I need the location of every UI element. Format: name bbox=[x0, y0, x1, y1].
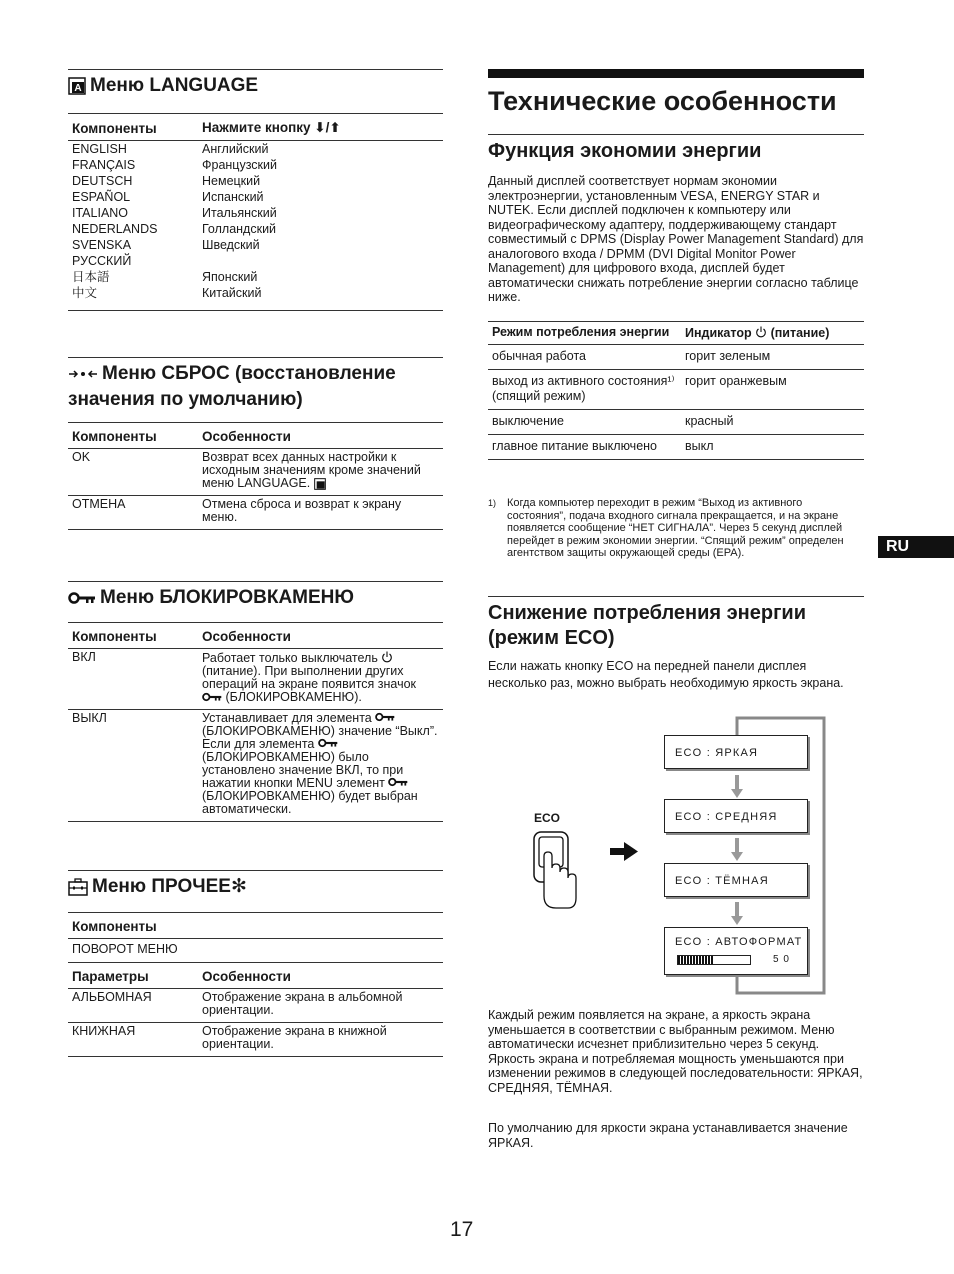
footnote bbox=[488, 497, 864, 560]
eco-auto-bar-fill bbox=[678, 956, 714, 964]
eco-mode-auto bbox=[664, 927, 808, 975]
list-item bbox=[68, 157, 443, 173]
eco-auto-bar bbox=[677, 955, 751, 965]
toolbox-icon bbox=[68, 878, 88, 896]
other-col1: Компоненты bbox=[68, 913, 443, 939]
other-landscape-value: Отображение экрана в альбомной ориентации. bbox=[198, 989, 443, 1023]
lock-table bbox=[68, 622, 443, 822]
list-item bbox=[68, 141, 443, 157]
eco-default-text: По умолчанию для яркости экрана устанавливается значение ЯРКАЯ. bbox=[488, 1121, 848, 1150]
list-item bbox=[68, 269, 443, 285]
pm-col1: Режим потребления энергии bbox=[488, 322, 681, 345]
hand-press-icon bbox=[534, 832, 576, 908]
footnote-mark: 1) bbox=[488, 498, 497, 508]
table-row bbox=[488, 410, 864, 435]
list-item bbox=[68, 285, 443, 301]
reset-ok-text: Возврат всех данных настройки к исходным значениям кроме значений меню LANGUAGE. bbox=[202, 450, 421, 490]
table-row bbox=[68, 649, 443, 710]
reset-menu-title bbox=[68, 357, 443, 413]
eco-auto-value: 5 0 bbox=[773, 954, 790, 965]
language-desc: Английский bbox=[202, 142, 269, 156]
language-name: NEDERLANDS bbox=[72, 222, 158, 236]
eco-after-text: Каждый режим появляется на экране, а яркость экрана уменьшается в соответствии с выбранным режимом. Меню автоматически исчезнет приблизительно через 5 секунд. Яркость экрана и потребляемая мощность уменьшаются при изменении режимов в следующей последовательности: ЯРКАЯ, СРЕДНЯЯ, ТЁМНАЯ. bbox=[488, 1008, 863, 1095]
lock-on-text2: (питание). При выполнении других операций на экране появится значок bbox=[202, 664, 417, 691]
language-desc: Голландский bbox=[202, 222, 277, 236]
power-saving-text: Данный дисплей соответствует нормам экономии электроэнергии, установленным VESA, ENERGY STAR и NUTEK. Если дисплей подключен к компьютеру или видеографическому адаптеру, поддерживающему стандарт совместимый с DPMS (Display Power Management Standard) для аналогового входа / DPMM (DVI Digital Monitor Power Management) для цифрового входа, дисплей будет автоматически снижать потребление энергии согласно таблице ниже. bbox=[488, 174, 864, 304]
language-name: 日本語 bbox=[72, 270, 110, 284]
table-row bbox=[488, 435, 864, 460]
eco-mode-auto-label: ECO : АВТОФОРМАТ bbox=[675, 936, 803, 948]
lock-off-text3: (БЛОКИРОВКАМЕНЮ) было установлено значение ВКЛ, то при нажатии кнопки MENU элемент bbox=[202, 750, 404, 790]
svg-text:A: A bbox=[74, 82, 82, 94]
reset-ok-key: OK bbox=[68, 449, 198, 496]
pm-mode: главное питание выключено bbox=[488, 435, 681, 460]
table-row bbox=[68, 449, 443, 496]
language-desc: Испанский bbox=[202, 190, 264, 204]
language-desc: Итальянский bbox=[202, 206, 277, 220]
eco-mode-bright: ECO : ЯРКАЯ bbox=[664, 735, 808, 769]
pm-col2 bbox=[681, 322, 864, 345]
lock-col1: Компоненты bbox=[68, 623, 198, 649]
language-desc: Китайский bbox=[202, 286, 262, 300]
list-item bbox=[68, 253, 443, 269]
pm-indicator: выкл bbox=[681, 435, 864, 460]
eco-title bbox=[488, 596, 864, 651]
other-landscape-key: АЛЬБОМНАЯ bbox=[68, 989, 198, 1023]
reset-col1: Компоненты bbox=[68, 423, 198, 449]
eco-button-label: ECO bbox=[534, 811, 561, 825]
table-row bbox=[68, 710, 443, 822]
lock-col2: Особенности bbox=[198, 623, 443, 649]
lock-on-text1: Работает только выключатель bbox=[202, 651, 378, 665]
language-name: DEUTSCH bbox=[72, 174, 133, 188]
page-number: 17 bbox=[450, 1218, 474, 1241]
other-table bbox=[68, 912, 443, 1057]
pm-mode: выключение bbox=[488, 410, 681, 435]
table-row bbox=[68, 496, 443, 530]
language-col2: Нажмите кнопку ⬇/⬆ bbox=[198, 114, 443, 141]
reset-cancel-value: Отмена сброса и возврат к экрану меню. bbox=[198, 496, 443, 530]
list-item bbox=[68, 237, 443, 253]
language-desc bbox=[198, 253, 443, 269]
right-arrow-icon bbox=[610, 842, 638, 861]
list-item bbox=[68, 221, 443, 237]
language-table bbox=[68, 113, 443, 141]
reset-table bbox=[68, 422, 443, 530]
list-item bbox=[68, 205, 443, 221]
eco-title-line2: (режим ECO) bbox=[488, 627, 615, 649]
other-p-col2: Особенности bbox=[198, 963, 443, 989]
language-name: ITALIANO bbox=[72, 206, 129, 220]
key-icon bbox=[388, 777, 408, 787]
other-menu-title bbox=[68, 870, 443, 900]
language-icon bbox=[314, 478, 326, 490]
lock-on-value bbox=[198, 649, 443, 710]
eco-title-line1: Снижение потребления энергии bbox=[488, 602, 806, 624]
reset-title-line2: значения по умолчанию) bbox=[68, 389, 303, 410]
pm-col2-b: (питание) bbox=[770, 326, 830, 340]
key-icon bbox=[68, 591, 96, 605]
lock-off-value bbox=[198, 710, 443, 822]
table-row bbox=[488, 345, 864, 370]
power-icon bbox=[755, 326, 767, 338]
key-icon bbox=[318, 738, 338, 748]
lock-title-text: Меню БЛОКИРОВКАМЕНЮ bbox=[100, 587, 354, 608]
eco-mode-dark: ECO : ТЁМНАЯ bbox=[664, 863, 808, 897]
eco-text: Если нажать кнопку ECO на передней панели дисплея несколько раз, можно выбрать необходимую яркость экрана. bbox=[488, 659, 844, 690]
power-saving-title: Функция экономии энергии bbox=[488, 134, 864, 164]
table-row bbox=[68, 1023, 443, 1057]
language-desc: Шведский bbox=[202, 238, 260, 252]
reset-icon bbox=[68, 367, 98, 381]
language-table-end bbox=[68, 310, 443, 311]
list-item bbox=[68, 189, 443, 205]
lock-off-text4: (БЛОКИРОВКАМЕНЮ) будет выбран автоматически. bbox=[202, 789, 418, 816]
table-row bbox=[68, 989, 443, 1023]
other-title-text: Меню ПРОЧЕЕ bbox=[92, 876, 231, 897]
lock-menu-title bbox=[68, 581, 443, 611]
pm-indicator: красный bbox=[681, 410, 864, 435]
language-icon bbox=[68, 77, 86, 95]
lock-off-key: ВЫКЛ bbox=[68, 710, 198, 822]
language-list bbox=[68, 141, 443, 301]
other-item: ПОВОРОТ МЕНЮ bbox=[72, 942, 178, 956]
table-row bbox=[488, 370, 864, 410]
key-icon bbox=[202, 692, 222, 702]
language-name: ESPAÑOL bbox=[72, 190, 131, 204]
lock-off-text1: Устанавливает для элемента bbox=[202, 711, 372, 725]
language-name: 中文 bbox=[72, 286, 98, 300]
list-item bbox=[68, 173, 443, 189]
language-name: SVENSKA bbox=[72, 238, 132, 252]
pm-mode: обычная работа bbox=[488, 345, 681, 370]
reset-ok-value bbox=[198, 449, 443, 496]
pm-indicator: горит оранжевым bbox=[681, 370, 864, 410]
eco-mode-medium: ECO : СРЕДНЯЯ bbox=[664, 799, 808, 833]
asterisk-icon: ✻ bbox=[230, 876, 247, 897]
other-portrait-key: КНИЖНАЯ bbox=[68, 1023, 198, 1057]
footnote-text: Когда компьютер переходит в режим “Выход из активного состояния”, подача входного сигнала прекращается, и на экране появляется сообщение “НЕТ СИГНАЛА”. Через 5 секунд дисплей перейдет в режим экономии энергии. “Спящий режим” определен агентством защиты окружающей среды (EPA). bbox=[507, 497, 844, 559]
table-row bbox=[68, 939, 443, 963]
lock-on-key: ВКЛ bbox=[68, 649, 198, 710]
power-icon bbox=[381, 651, 393, 663]
language-name: FRANÇAIS bbox=[72, 158, 136, 172]
tech-title: Технические особенности bbox=[488, 69, 864, 117]
power-mode-table bbox=[488, 321, 864, 460]
language-desc: Французский bbox=[202, 158, 277, 172]
language-tab-ru: RU bbox=[878, 536, 954, 558]
language-menu-title bbox=[68, 69, 443, 99]
pm-mode: выход из активного состояния¹⁾ (спящий режим) bbox=[488, 370, 681, 410]
lock-off-text2: (БЛОКИРОВКАМЕНЮ) значение “Выкл”. Если для элемента bbox=[202, 724, 438, 751]
language-col1: Компоненты bbox=[68, 114, 198, 141]
language-name: ENGLISH bbox=[72, 142, 127, 156]
language-name: РУССКИЙ bbox=[72, 254, 132, 268]
reset-col2: Особенности bbox=[198, 423, 443, 449]
pm-col2-a: Индикатор bbox=[685, 326, 752, 340]
language-desc: Японский bbox=[202, 270, 258, 284]
pm-indicator: горит зеленым bbox=[681, 345, 864, 370]
language-desc: Немецкий bbox=[202, 174, 261, 188]
lock-on-text3: (БЛОКИРОВКАМЕНЮ). bbox=[225, 690, 362, 704]
key-icon bbox=[375, 712, 395, 722]
other-portrait-value: Отображение экрана в книжной ориентации. bbox=[198, 1023, 443, 1057]
reset-cancel-key: ОТМЕНА bbox=[68, 496, 198, 530]
language-menu-title-text: Меню LANGUAGE bbox=[90, 75, 259, 96]
reset-title-line1: Меню СБРОС (восстановление bbox=[102, 363, 396, 384]
other-p-col1: Параметры bbox=[68, 963, 198, 989]
